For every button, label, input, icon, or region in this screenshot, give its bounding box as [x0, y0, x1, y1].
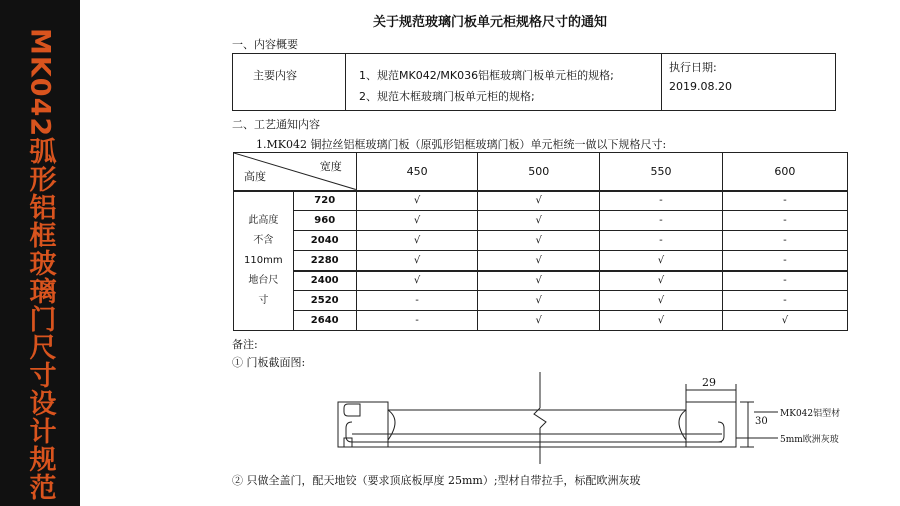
- table-cell: -: [356, 311, 478, 331]
- table-cell: -: [722, 251, 847, 271]
- height-value: 720: [293, 191, 356, 211]
- width-col-header: 550: [600, 153, 723, 191]
- height-note-line: 此高度: [248, 214, 279, 226]
- section-2-heading: 二、工艺通知内容: [232, 118, 320, 131]
- table-row: [234, 271, 848, 291]
- height-note-cell: [234, 191, 294, 331]
- table-cell: √: [356, 271, 478, 291]
- table-cell: √: [478, 191, 600, 211]
- document-title: 关于规范玻璃门板单元柜规格尺寸的通知: [372, 15, 607, 30]
- table-cell: √: [356, 191, 478, 211]
- section-1-heading: 一、内容概要: [232, 38, 298, 51]
- table-cell: √: [356, 231, 478, 251]
- sidebar-title: MK042弧形铝框玻璃门尺寸设计规范: [24, 28, 56, 502]
- table-cell: √: [600, 271, 723, 291]
- table-cell: √: [478, 271, 600, 291]
- table-cell: -: [722, 211, 847, 231]
- table-row: [234, 191, 848, 211]
- height-value: 2520: [293, 291, 356, 311]
- table-cell: -: [722, 291, 847, 311]
- summary-label: 主要内容: [253, 69, 297, 82]
- dimension-30: 30: [755, 416, 768, 427]
- dimension-29: 29: [702, 376, 716, 389]
- table-cell: √: [356, 211, 478, 231]
- table-cell: √: [478, 291, 600, 311]
- table-row: [234, 211, 848, 231]
- height-value: 2040: [293, 231, 356, 251]
- table-cell: -: [600, 191, 723, 211]
- table-cell: √: [600, 251, 723, 271]
- table-row: [234, 231, 848, 251]
- height-value: 960: [293, 211, 356, 231]
- table-cell: √: [722, 311, 847, 331]
- height-note-line: 地台尺: [248, 274, 279, 286]
- height-value: 2400: [293, 271, 356, 291]
- table-corner-header: [234, 153, 357, 191]
- summary-box: [232, 53, 836, 111]
- height-header: 高度: [244, 169, 266, 183]
- table-title: 1.MK042 铜拉丝铝框玻璃门板（原弧形铝框玻璃门板）单元柜统一做以下规格尺寸:: [256, 138, 667, 151]
- table-cell: √: [356, 251, 478, 271]
- height-note-line: 110mm: [244, 254, 283, 266]
- table-row: [234, 311, 848, 331]
- width-col-header: 450: [356, 153, 478, 191]
- summary-item-2: 2、规范木框玻璃门板单元柜的规格;: [359, 90, 535, 103]
- table-row: [234, 291, 848, 311]
- document: [80, 0, 900, 506]
- height-note-line: 不含: [253, 234, 274, 246]
- note-2: ② 只做全盖门，配天地铰（要求顶底板厚度 25mm）;型材自带拉手，标配欧洲灰玻: [232, 474, 641, 487]
- sidebar: [0, 0, 80, 506]
- height-note-line: 寸: [258, 294, 269, 306]
- table-cell: -: [600, 231, 723, 251]
- notes-label: 备注:: [232, 338, 258, 351]
- exec-label: 执行日期:: [669, 61, 717, 74]
- width-col-header: 600: [722, 153, 847, 191]
- exec-date: 2019.08.20: [669, 80, 732, 93]
- table-cell: √: [478, 311, 600, 331]
- summary-item-1: 1、规范MK042/MK036铝框玻璃门板单元柜的规格;: [359, 69, 614, 82]
- note-1: ① 门板截面图:: [232, 356, 306, 369]
- label-aluminum-profile: MK042铝型材: [780, 409, 841, 419]
- table-cell: -: [722, 191, 847, 211]
- table-cell: √: [600, 291, 723, 311]
- table-cell: -: [722, 271, 847, 291]
- table-cell: -: [722, 231, 847, 251]
- table-cell: √: [478, 251, 600, 271]
- spec-table: [233, 152, 848, 331]
- table-cell: √: [478, 211, 600, 231]
- table-cell: -: [600, 211, 723, 231]
- table-cell: √: [600, 311, 723, 331]
- door-section-figure: [308, 372, 868, 464]
- label-glass: 5mm欧洲灰玻: [780, 435, 839, 445]
- width-col-header: 500: [478, 153, 600, 191]
- table-row: [234, 251, 848, 271]
- height-value: 2280: [293, 251, 356, 271]
- table-cell: √: [478, 231, 600, 251]
- height-value: 2640: [293, 311, 356, 331]
- width-header: 宽度: [319, 160, 342, 173]
- table-cell: -: [356, 291, 478, 311]
